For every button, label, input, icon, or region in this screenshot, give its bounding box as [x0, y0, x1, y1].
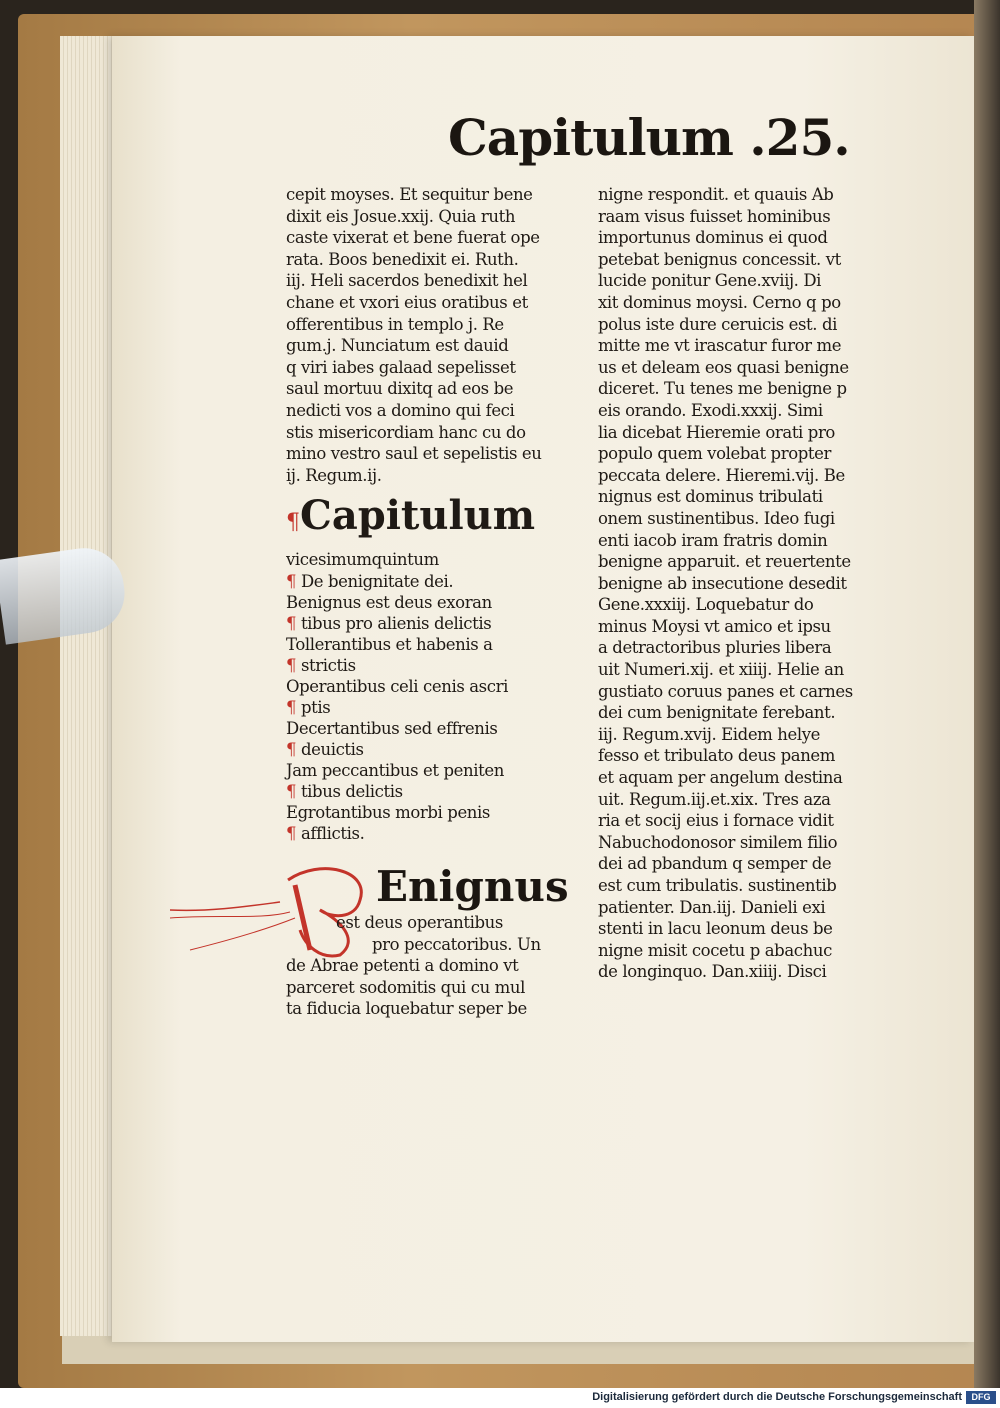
page-edges: [60, 36, 120, 1336]
text-line: Gene.xxxiij. Loquebatur do: [598, 595, 814, 615]
summary-item: [286, 760, 564, 781]
pilcrow-icon: ¶: [286, 697, 301, 717]
text-line: peccata delere. Hieremi.vij. Be: [598, 465, 845, 485]
text-line: caste vixerat et bene fuerat ope: [286, 228, 540, 248]
text-line: raam visus fuisset hominibus: [598, 206, 831, 226]
summary-item: [286, 634, 564, 655]
text-line: diceret. Tu tenes me benigne p: [598, 379, 847, 399]
footer-credit: Digitalisierung gefördert durch die Deutsche Forschungsgemeinschaft: [592, 1391, 962, 1403]
summary-item: [286, 823, 564, 844]
text-line: ta fiducia loquebatur seper be: [286, 999, 527, 1019]
summary-item-text: Tollerantibus et habenis a: [286, 634, 493, 654]
pilcrow-icon: ¶: [286, 739, 301, 759]
summary-item-text: ptis: [300, 697, 331, 717]
text-line: et aquam per angelum destina: [598, 768, 843, 788]
pilcrow-icon: ¶: [286, 823, 301, 843]
summary-item: [286, 802, 564, 823]
text-line: ij. Regum.ij.: [286, 465, 382, 485]
left-column: [286, 184, 564, 844]
text-line: populo quem volebat propter: [598, 444, 831, 464]
text-line: minus Moysi vt amico et ipsu: [598, 616, 831, 636]
text-line: cepit moyses. Et sequitur bene: [286, 185, 533, 204]
summary-item-text: Decertantibus sed effrenis: [286, 718, 498, 738]
text-line: benigne ab insecutione desedit: [598, 573, 847, 593]
text-line: mino vestro saul et sepelistis eu: [286, 444, 542, 464]
sub-chapter-title-text: Capitulum: [300, 492, 536, 540]
text-line: saul mortuu dixitq ad eos be: [286, 379, 514, 399]
right-column: [598, 184, 883, 983]
summary-item: [286, 697, 564, 718]
text-line: uit Numeri.xij. et xiiij. Helie an: [598, 660, 844, 680]
text-line: importunus dominus ei quod: [598, 228, 828, 248]
text-line: offerentibus in templo j. Re: [286, 314, 504, 334]
text-line: est deus operantibus: [336, 913, 503, 932]
text-line: parceret sodomitis qui cu mul: [286, 977, 526, 997]
text-line: de longinquo. Dan.xiiij. Disci: [598, 962, 827, 982]
summary-item-text: tibus pro alienis delictis: [300, 613, 492, 633]
summary-item-text: Operantibus celi cenis ascri: [286, 676, 508, 696]
left-column-continuation: [286, 912, 564, 1020]
text-line: enti iacob iram fratris domin: [598, 530, 828, 550]
text-line: benigne apparuit. et reuertente: [598, 552, 851, 572]
summary-item: [286, 571, 564, 592]
text-line: mitte me vt irascatur furor me: [598, 336, 842, 356]
summary-item-text: Benignus est deus exoran: [286, 592, 492, 612]
text-line: ria et socij eius i fornace vidit: [598, 811, 834, 831]
text-line: lucide ponitur Gene.xviij. Di: [598, 271, 822, 291]
summary-item: [286, 676, 564, 697]
text-line: stenti in lacu leonum deus be: [598, 919, 833, 939]
text-line: Nabuchodonosor similem filio: [598, 832, 838, 852]
summary-item: [286, 592, 564, 613]
sub-chapter-subtitle: vicesimumquintum: [286, 550, 439, 570]
sub-chapter-title: [286, 492, 564, 547]
pilcrow-icon: ¶: [286, 571, 301, 591]
summary-item-text: Jam peccantibus et peniten: [286, 760, 504, 780]
summary-item: [286, 613, 564, 634]
text-line: us et deleam eos quasi benigne: [598, 357, 849, 377]
text-line: uit. Regum.iij.et.xix. Tres aza: [598, 789, 831, 809]
text-line: nigne respondit. et quauis Ab: [598, 185, 834, 204]
summary-item-text: tibus delictis: [300, 781, 403, 801]
summary-item: [286, 655, 564, 676]
text-line: de Abrae petenti a domino vt: [286, 956, 519, 976]
summary-item-text: De benignitate dei.: [300, 571, 454, 591]
page-heading: [448, 108, 850, 167]
text-line: pro peccatoribus. Un: [372, 934, 541, 954]
text-line: dei cum benignitate ferebant.: [598, 703, 836, 723]
text-line: q viri iabes galaad sepelisset: [286, 357, 516, 377]
text-line: rata. Boos benedixit ei. Ruth.: [286, 249, 519, 269]
text-line: nigne misit cocetu p abachuc: [598, 940, 832, 960]
initial-word: Enignus: [376, 862, 569, 911]
text-line: eis orando. Exodi.xxxij. Simi: [598, 400, 823, 420]
pilcrow-icon: ¶: [286, 613, 301, 633]
facing-page-edge: [974, 0, 1000, 1388]
summary-item-text: deuictis: [300, 739, 364, 759]
text-line: dixit eis Josue.xxij. Quia ruth: [286, 206, 516, 226]
text-line: iij. Heli sacerdos benedixit hel: [286, 271, 528, 291]
summary-item: [286, 718, 564, 739]
text-line: xit dominus moysi. Cerno q po: [598, 292, 841, 312]
summary-item: [286, 781, 564, 802]
text-line: iij. Regum.xvij. Eidem helye: [598, 724, 821, 744]
summary-item: [286, 739, 564, 760]
text-line: stis misericordiam hanc cu do: [286, 422, 526, 442]
pilcrow-icon: ¶: [286, 655, 301, 675]
text-line: polus iste dure ceruicis est. di: [598, 314, 838, 334]
text-line: dei ad pbandum q semper de: [598, 854, 832, 874]
text-line: onem sustinentibus. Ideo fugi: [598, 508, 835, 528]
text-line: gustiato coruus panes et carnes: [598, 681, 853, 701]
text-line: a detractoribus pluries libera: [598, 638, 832, 658]
text-line: petebat benignus concessit. vt: [598, 249, 841, 269]
text-line: nedicti vos a domino qui feci: [286, 400, 515, 420]
pilcrow-icon: ¶: [286, 781, 301, 801]
text-line: lia dicebat Hieremie orati pro: [598, 422, 835, 442]
text-line: gum.j. Nunciatum est dauid: [286, 336, 509, 356]
text-line: nignus est dominus tribulati: [598, 487, 823, 507]
summary-item-text: afflictis.: [300, 823, 365, 843]
text-line: chane et vxori eius oratibus et: [286, 292, 528, 312]
heading-text: Capitulum .25.: [448, 108, 850, 167]
text-line: patienter. Dan.iij. Danieli exi: [598, 897, 826, 917]
text-line: est cum tribulatis. sustinentib: [598, 876, 837, 895]
summary-item-text: Egrotantibus morbi penis: [286, 802, 490, 822]
footer-bar: [0, 1388, 1000, 1408]
pilcrow-icon: ¶: [286, 510, 300, 536]
summary-item-text: strictis: [300, 655, 356, 675]
text-line: fesso et tribulato deus panem: [598, 746, 836, 766]
dfg-logo: DFG: [966, 1391, 996, 1404]
